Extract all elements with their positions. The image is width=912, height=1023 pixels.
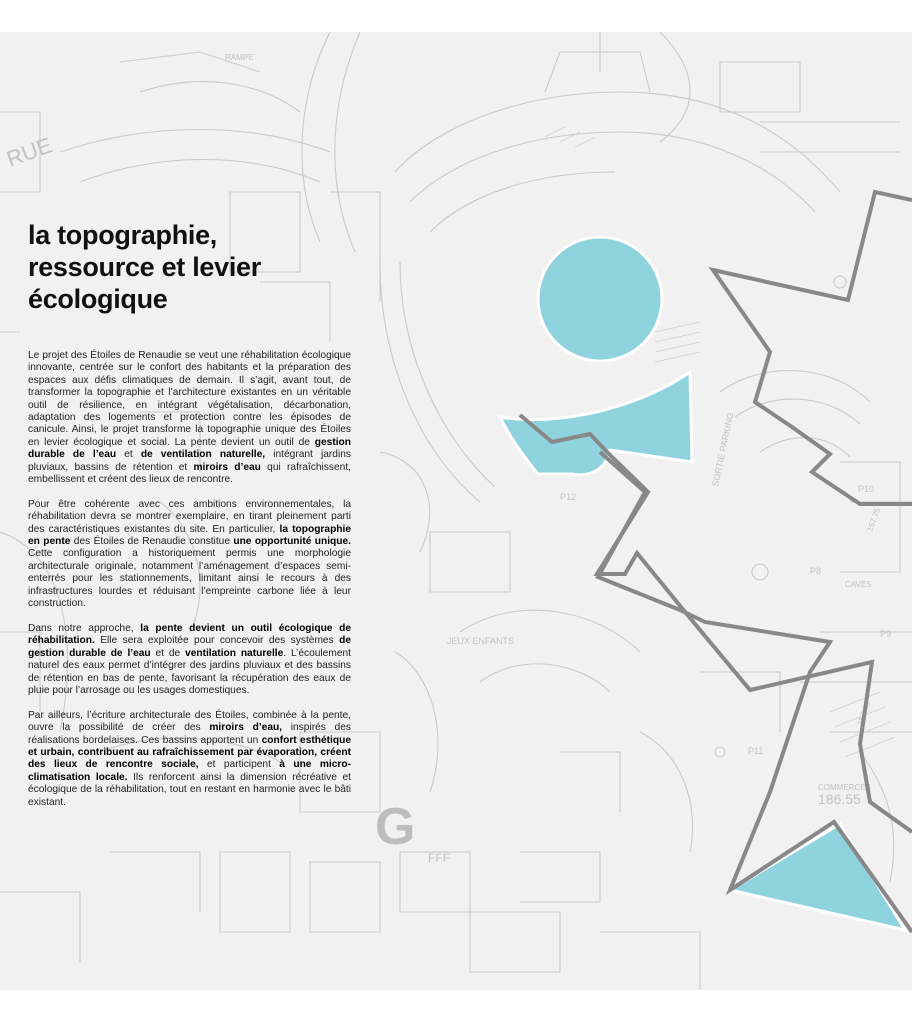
paragraph-4-bold: à une micro-climatisation locale.	[28, 759, 351, 783]
plan-label-fff: FFF	[428, 851, 450, 865]
triangle-basin	[730, 824, 905, 930]
paragraph-1	[28, 350, 351, 486]
title-line-3: écologique	[28, 284, 168, 314]
plan-label-p8: P8	[810, 566, 822, 576]
plan-label-commerces: COMMERCES	[818, 783, 871, 792]
page-title	[28, 219, 358, 315]
paragraph-3-text: Dans notre approche,	[28, 622, 141, 634]
paragraph-3-text: Elle sera exploitée pour concevoir des systèmes	[94, 635, 340, 647]
paragraph-2-text: Cette configuration a historiquement permis une morphologie architecturale originale, notamment l’aménagement d’espaces semi-enterrés pour les stationnements, limitant ainsi le recours à des infrastructures lourdes et réduisant l’empreinte carbone liée à leur construction.	[28, 548, 351, 610]
plan-label-p11: P11	[748, 746, 764, 756]
paragraph-2-text: des Étoiles de Renaudie constitue	[70, 536, 234, 548]
paragraph-3-text: . L’écoulement naturel des eaux permet d’intégrer des jardins pluviaux et des bassins de rétention en bas de pente, favorisant la récupération des eaux de pluie pour l’arrosage ou les usages domestiques.	[28, 647, 351, 696]
plan-level-157-45: 157.45	[855, 700, 873, 727]
title-line-1: la topographie,	[28, 220, 218, 250]
plan-level-186: 186.55	[818, 791, 861, 807]
paragraph-3-text: et de	[150, 647, 186, 659]
plan-label-rampe: RAMPE	[225, 53, 254, 62]
paragraph-3-bold: ventilation naturelle	[185, 647, 284, 659]
building-star-outline-lower	[598, 452, 912, 932]
plan-block-letter: G	[375, 798, 416, 856]
paragraph-4-text: Par ailleurs, l’écriture architecturale des Étoiles, combinée à la pente, ouvre la possibilité de créer des	[28, 709, 351, 734]
paragraph-4-bold: miroirs d’eau,	[209, 722, 283, 734]
paragraph-3	[28, 623, 351, 697]
paragraph-2-text: Pour être cohérente avec ces ambitions environnementales, la réhabilitation devra se montrer exemplaire, en tirant pleinement parti des caractéristiques existantes du site. En particulier,	[28, 498, 351, 535]
plan-label-rue: RUE	[3, 132, 56, 172]
paragraph-1-bold: miroirs d’eau	[193, 461, 261, 473]
plan-label-p10: P10	[858, 484, 875, 494]
paragraph-1-text: intégrant jardins pluviaux, bassins de rétention et	[28, 449, 351, 473]
paragraph-4-text: et participent	[198, 759, 280, 771]
paragraph-1-bold: gestion durable de l’eau	[28, 436, 351, 461]
paragraph-3-bold: la pente devient un outil écologique de réhabilitation.	[28, 622, 351, 647]
paragraph-1-bold: de ventilation naturelle,	[140, 449, 266, 461]
plan-label-jeux-enfants: JEUX ENFANTS	[447, 636, 515, 646]
paragraph-1-text: et	[116, 449, 141, 461]
plan-label-p9: P9	[880, 629, 892, 639]
body-text	[28, 350, 351, 821]
title-line-2: ressource et levier	[28, 252, 261, 282]
paragraph-2-bold: une opportunité unique.	[233, 536, 352, 548]
paragraph-1-text: Le projet des Étoiles de Renaudie se veut une réhabilitation écologique innovante, centrée sur le confort des habitants et la préparation des espaces aux défis climatiques de demain. Il s’agit, avant tout, de transformer la topographie et l’architecture existantes en un véritable outil de résilience, en intégrant végétalisation, décarbonation, adaptation des logements et protection contre les épisodes de canicule. Ainsi, le projet transforme la topographie unique des Étoiles en levier écologique et social. La pente devient un outil de	[28, 350, 351, 448]
plan-label-p12: P12	[560, 492, 577, 502]
paragraph-4-bold: confort esthétique et urbain, contribuent au rafraîchissement par évaporation, créent des lieux de rencontre sociale,	[28, 734, 351, 771]
paragraph-2	[28, 499, 351, 611]
paragraph-2-bold: la topographie en pente	[28, 523, 352, 548]
paragraph-4	[28, 710, 351, 809]
paragraph-4-text: Ils renforcent ainsi la dimension récréative et écologique de la réhabilitation, tout en restant en harmonie avec le bâti existant.	[28, 771, 351, 808]
plan-label-caves: CAVES	[845, 580, 872, 589]
plan-label-sortie-parking: SORTIE PARKING	[710, 411, 736, 488]
water-mirror-circle	[538, 237, 662, 361]
document-page	[0, 32, 912, 990]
plan-level-157-75: 157.75	[865, 506, 883, 533]
paragraph-3-bold: de gestion durable de l’eau	[28, 635, 351, 659]
paragraph-4-text: inspirés des réalisations bordelaises. Ces bassins apportent un	[28, 722, 351, 746]
paragraph-1-text: qui rafraîchissent, embellissent et créent des lieux de rencontre.	[28, 461, 351, 486]
